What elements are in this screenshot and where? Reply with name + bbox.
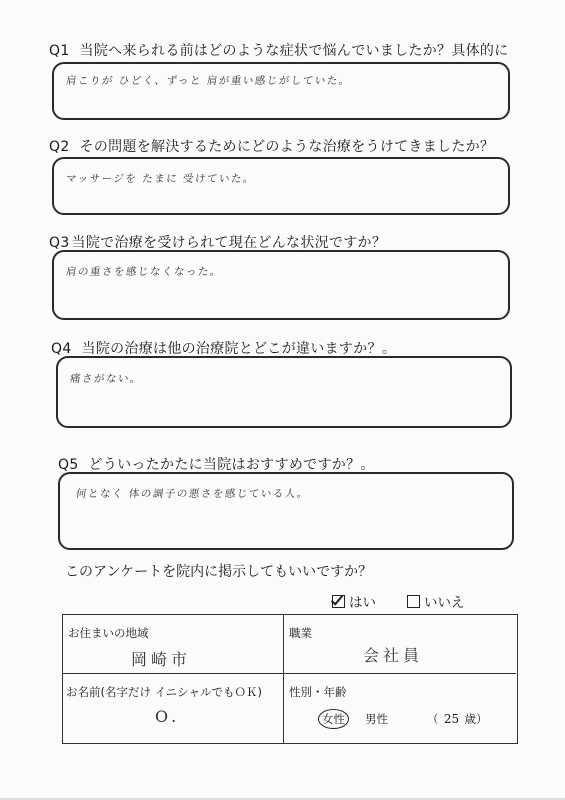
row-divider <box>63 673 516 674</box>
question-number: Q4 <box>51 341 72 357</box>
permission-question: このアンケートを院内に掲示してもいいですか？ <box>65 564 373 580</box>
gender-male-option[interactable] <box>365 711 388 727</box>
answer-text-3: 肩の重さを感じなくなった。 <box>65 266 223 278</box>
age-field[interactable] <box>427 711 488 727</box>
question-5 <box>58 454 375 474</box>
checkbox-checked-icon[interactable] <box>332 595 345 608</box>
question-text: 当院へ来られる前はどのような症状で悩んでいましたか？具体的に <box>79 43 509 59</box>
question-number: Q3 <box>49 235 70 251</box>
gender-female-option[interactable] <box>318 709 349 729</box>
age-unit: 歳） <box>464 712 488 726</box>
question-text: 当院の治療は他の治療院とどこが違いますか？。 <box>81 341 397 357</box>
job-value: 会社員 <box>363 646 424 665</box>
question-text: どういったかたに当院はおすすめですか？。 <box>88 457 375 473</box>
area-label: お住まいの地域 <box>68 626 149 640</box>
question-number: Q2 <box>49 139 70 155</box>
question-text: その問題を解決するためにどのような治療をうけてきましたか？ <box>79 139 495 155</box>
question-4 <box>51 338 396 358</box>
profile-table <box>62 614 518 744</box>
question-text: 当院で治療を受けられて現在どんな状況ですか？ <box>71 235 387 251</box>
answer-text-1: 肩こりが ひどく、ずっと 肩が重い感じがしていた。 <box>65 75 352 87</box>
answer-box-1 <box>52 62 510 120</box>
answer-box-4 <box>56 356 512 428</box>
question-2 <box>49 136 494 156</box>
permission-no-option[interactable] <box>407 591 465 611</box>
checkbox-empty-icon[interactable] <box>407 595 420 608</box>
male-label: 男性 <box>365 712 388 726</box>
gender-age-label: 性別・年齢 <box>289 685 347 699</box>
female-label: 女性 <box>318 709 349 729</box>
question-1 <box>49 40 509 60</box>
answer-box-5 <box>58 472 514 550</box>
permission-no-label: いいえ <box>424 595 465 611</box>
age-value: 25 <box>443 712 460 726</box>
job-label: 職業 <box>289 626 312 640</box>
answer-text-2: マッサージを たまに 受けていた。 <box>65 173 256 185</box>
area-value: 岡崎市 <box>131 650 192 669</box>
answer-text-4: 痛さがない。 <box>69 373 143 385</box>
answer-text-5: 何となく 体の調子の悪さを感じている人。 <box>75 488 310 500</box>
permission-yes-label: はい <box>349 595 376 611</box>
permission-yes-option[interactable] <box>332 591 376 611</box>
question-3 <box>49 232 386 252</box>
name-value: O. <box>155 707 181 726</box>
answer-box-2 <box>52 157 510 215</box>
question-number: Q1 <box>49 43 70 59</box>
column-divider <box>283 615 284 743</box>
question-number: Q5 <box>58 457 79 473</box>
name-label: お名前(名字だけ イニシャルでもＯＫ) <box>66 685 262 699</box>
answer-box-3 <box>52 250 510 320</box>
age-open-paren: （ <box>427 712 439 726</box>
